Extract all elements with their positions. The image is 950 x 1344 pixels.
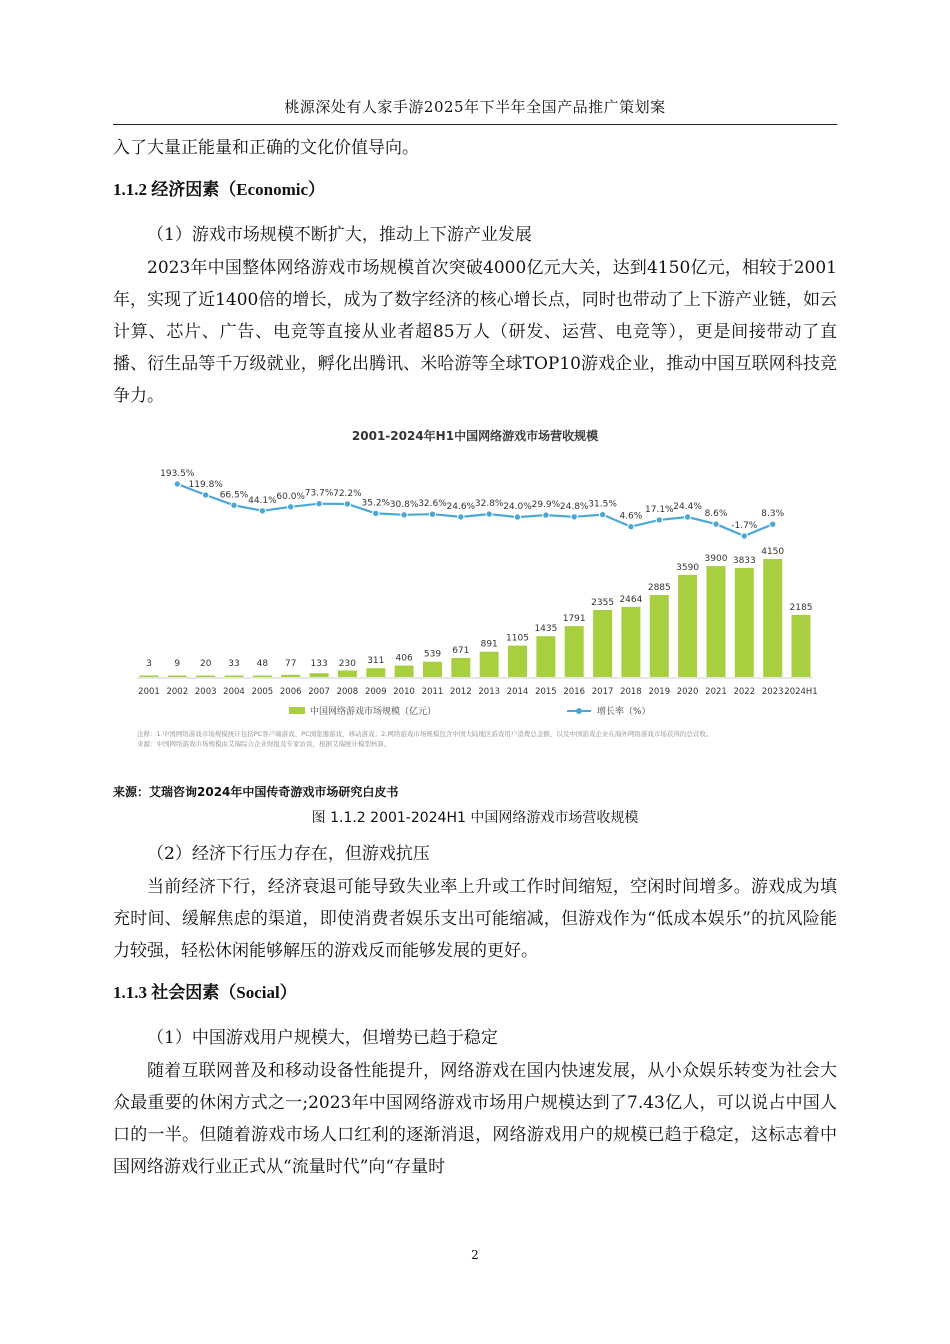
rate-label-2002: 193.5% (160, 469, 195, 479)
rate-label-2006: 60.0% (276, 491, 305, 502)
legend-label-line: 增长率（%） (597, 707, 651, 717)
rate-point-2015 (543, 512, 549, 518)
bar-value-2008: 230 (338, 659, 356, 669)
rate-point-2020 (684, 514, 690, 520)
chart-note-1: 注释：1.中国网络游戏市场规模统计包括PC客户端游戏、PC浏览器游戏、移动游戏；2.网络游戏市场规模包含中国大陆地区游戏用户消费总金额，以及中国游戏企业在海外网络游戏市场获得的总营收。 (137, 730, 713, 738)
rate-point-2022 (741, 533, 747, 539)
rate-label-2019: 17.1% (645, 504, 674, 515)
bar-2020 (678, 575, 697, 677)
rate-label-2010: 30.8% (389, 499, 419, 510)
bar-2004 (225, 676, 244, 678)
subheading-economic-pressure: （2）经济下行压力存在，但游戏抗压 (147, 844, 430, 864)
bar-value-2004: 33 (228, 659, 240, 669)
bar-2019 (650, 595, 669, 677)
document-body (113, 132, 837, 1183)
bar-value-2010: 406 (395, 653, 413, 664)
bar-2021 (707, 566, 726, 677)
bar-value-2019: 2885 (647, 583, 671, 593)
rate-label-2007: 73.7% (304, 488, 334, 499)
rate-point-2017 (599, 511, 605, 517)
chart-legend (289, 705, 651, 717)
bar-value-2006: 77 (284, 659, 297, 669)
rate-label-2005: 44.1% (248, 495, 277, 506)
x-tick-2011: 2011 (421, 687, 444, 697)
bar-2009 (366, 668, 385, 677)
rate-label-2016: 24.8% (559, 501, 589, 512)
bar-value-2014: 1105 (506, 633, 529, 644)
rate-label-2022: -1.7% (731, 521, 758, 531)
paragraph-market-scale: 2023年中国整体网络游戏市场规模首次突破4000亿元大关，达到4150亿元，相较于2001年，实现了近1400倍的增长，成为了数字经济的核心增长点，同时也带动了上下游产业链，如云计算、芯片、广告、电竞等直接从业者超85万人（研发、运营、电竞等），更是间接带动了直播、衍生品等千万级就业，孵化出腾讯、米哈游等全球TOP10游戏企业，推动中国互联网科技竞争力。 (113, 258, 837, 406)
x-tick-2005: 2005 (251, 687, 274, 697)
bar-value-2005: 48 (256, 659, 269, 669)
paragraph-economic-pressure: 当前经济下行，经济衰退可能导致失业率上升或工作时间缩短，空闲时间增多。游戏成为填充时间、缓解焦虑的渠道，即使消费者娱乐支出可能缩减，但游戏作为“低成本娱乐”的抗风险能力较强，轻松休闲能够解压的游戏反而能够发展的更好。 (113, 877, 837, 961)
x-tick-2017: 2017 (591, 687, 614, 697)
bar-2022 (735, 568, 754, 677)
figure-source: 来源：艾瑞咨询2024年中国传奇游戏市场研究白皮书 (113, 785, 399, 799)
bar-value-2022: 3833 (732, 556, 756, 566)
rate-point-2013 (486, 511, 492, 517)
x-tick-2001: 2001 (138, 687, 160, 697)
rate-point-2005 (259, 508, 265, 514)
x-tick-2024H1: 2024H1 (784, 687, 818, 697)
rate-label-2021: 8.6% (704, 509, 728, 520)
bar-2005 (253, 676, 272, 678)
bar-2012 (451, 658, 470, 677)
rate-label-2018: 4.6% (619, 511, 643, 522)
x-tick-2021: 2021 (705, 687, 727, 697)
rate-point-2008 (344, 501, 350, 507)
rate-label-2008: 72.2% (333, 489, 362, 499)
legend-label-bar: 中国网络游戏市场规模（亿元） (310, 707, 437, 717)
chart-note-2: 来源：中国网络游戏市场规模由艾瑞综合企业财报及专家访谈，根据艾瑞统计模型核算。 (137, 740, 391, 748)
bar-value-2012: 671 (452, 645, 470, 656)
bar-2023 (763, 559, 782, 677)
rate-point-2007 (316, 501, 322, 507)
bar-value-2017: 2355 (591, 598, 615, 608)
bar-2001 (140, 676, 159, 678)
bar-value-2016: 1791 (562, 614, 586, 625)
rate-label-2004: 66.5% (219, 490, 249, 501)
bar-2017 (593, 610, 612, 677)
bar-2007 (310, 673, 329, 677)
x-tick-2018: 2018 (620, 687, 642, 697)
section-heading-economic: 1.1.2 经济因素（Economic） (113, 180, 326, 199)
rate-label-2011: 32.6% (418, 499, 447, 510)
rate-label-2003: 119.8% (188, 480, 223, 490)
bar-2011 (423, 662, 442, 677)
x-tick-2013: 2013 (478, 687, 501, 697)
x-tick-2023: 2023 (761, 687, 784, 697)
rate-point-2002 (174, 481, 180, 487)
rate-point-2009 (373, 510, 379, 516)
x-tick-2010: 2010 (393, 687, 415, 697)
intro-fragment: 入了大量正能量和正确的文化价值导向。 (113, 138, 419, 158)
figure-caption: 图 1.1.2 2001-2024H1 中国网络游戏市场营收规模 (311, 810, 639, 826)
subheading-user-scale: （1）中国游戏用户规模大，但增势已趋于稳定 (147, 1028, 498, 1048)
bar-value-2020: 3590 (676, 562, 700, 573)
rate-label-2023: 8.3% (761, 509, 785, 520)
rate-label-2020: 24.4% (673, 502, 702, 512)
x-tick-2004: 2004 (223, 687, 245, 697)
bar-value-2001: 3 (146, 659, 152, 669)
page-number: 2 (471, 1248, 479, 1262)
x-tick-2014: 2014 (506, 687, 529, 697)
bar-2015 (536, 636, 555, 677)
bar-2024H1 (792, 615, 811, 677)
rate-point-2004 (231, 502, 237, 508)
revenue-chart (113, 420, 837, 775)
rate-point-2021 (713, 521, 719, 527)
x-tick-2009: 2009 (364, 687, 387, 697)
rate-point-2023 (770, 521, 776, 527)
rate-point-2018 (628, 524, 634, 530)
bar-2006 (281, 675, 300, 677)
bar-value-2024H1: 2185 (789, 602, 813, 613)
legend-swatch-dot (576, 708, 582, 714)
x-tick-2003: 2003 (194, 687, 217, 697)
paragraph-user-scale: 随着互联网普及和移动设备性能提升，网络游戏在国内快速发展，从小众娱乐转变为社会大众最重要的休闲方式之一;2023年中国网络游戏市场用户规模达到了7.43亿人，可以说占中国人口的一半。但随着游戏市场人口红利的逐渐消退，网络游戏用户的规模已趋于稳定，这标志着中国网络游戏行业正式从“流量时代”向“存量时 (113, 1061, 837, 1177)
bar-value-2021: 3900 (704, 554, 728, 565)
bar-value-2003: 20 (199, 659, 212, 669)
page-header: 桃源深处有人家手游2025年下半年全国产品推广策划案 (284, 98, 666, 116)
rate-point-2006 (288, 504, 294, 510)
bar-2013 (480, 652, 499, 677)
x-tick-2016: 2016 (563, 687, 586, 697)
section-heading-social: 1.1.3 社会因素（Social） (113, 983, 297, 1002)
rate-label-2013: 32.8% (474, 499, 504, 510)
rate-point-2010 (401, 512, 407, 518)
subheading-market-scale: （1）游戏市场规模不断扩大，推动上下游产业发展 (147, 225, 532, 245)
legend-swatch-bar (289, 707, 305, 714)
bar-2008 (338, 671, 357, 678)
bar-2002 (168, 676, 187, 678)
rate-point-2016 (571, 514, 577, 520)
x-tick-2020: 2020 (676, 687, 699, 697)
rate-label-2014: 24.0% (503, 502, 532, 513)
x-tick-2007: 2007 (308, 687, 330, 697)
chart-title: 2001-2024年H1中国网络游戏市场营收规模 (351, 429, 599, 443)
rate-label-2009: 35.2% (361, 498, 391, 509)
rate-label-2017: 31.5% (588, 499, 617, 510)
bar-2014 (508, 646, 527, 677)
rate-point-2014 (514, 514, 520, 520)
x-tick-2002: 2002 (166, 687, 189, 697)
header-divider (113, 124, 837, 125)
bar-2018 (621, 607, 640, 677)
bar-value-2018: 2464 (619, 594, 643, 605)
rate-label-2012: 24.6% (446, 501, 476, 512)
bar-2016 (565, 626, 584, 677)
rate-point-2003 (203, 492, 209, 498)
bar-value-2009: 311 (367, 656, 385, 667)
x-tick-2022: 2022 (733, 687, 756, 697)
x-tick-2012: 2012 (449, 687, 472, 697)
x-tick-2015: 2015 (535, 687, 557, 697)
x-tick-2006: 2006 (279, 687, 302, 697)
rate-label-2015: 29.9% (531, 500, 561, 511)
bar-value-2002: 9 (174, 659, 181, 669)
bar-value-2023: 4150 (761, 547, 785, 557)
revenue-chart-svg (113, 420, 837, 775)
bar-value-2015: 1435 (534, 624, 558, 635)
bar-value-2011: 539 (423, 649, 442, 660)
bar-2003 (196, 676, 215, 678)
rate-point-2012 (458, 514, 464, 520)
x-tick-2008: 2008 (336, 687, 359, 697)
bar-value-2013: 891 (480, 639, 498, 650)
bar-2010 (395, 666, 414, 678)
x-tick-2019: 2019 (648, 687, 671, 697)
bar-value-2007: 133 (310, 659, 328, 669)
rate-point-2011 (429, 511, 435, 517)
rate-point-2019 (656, 517, 662, 523)
